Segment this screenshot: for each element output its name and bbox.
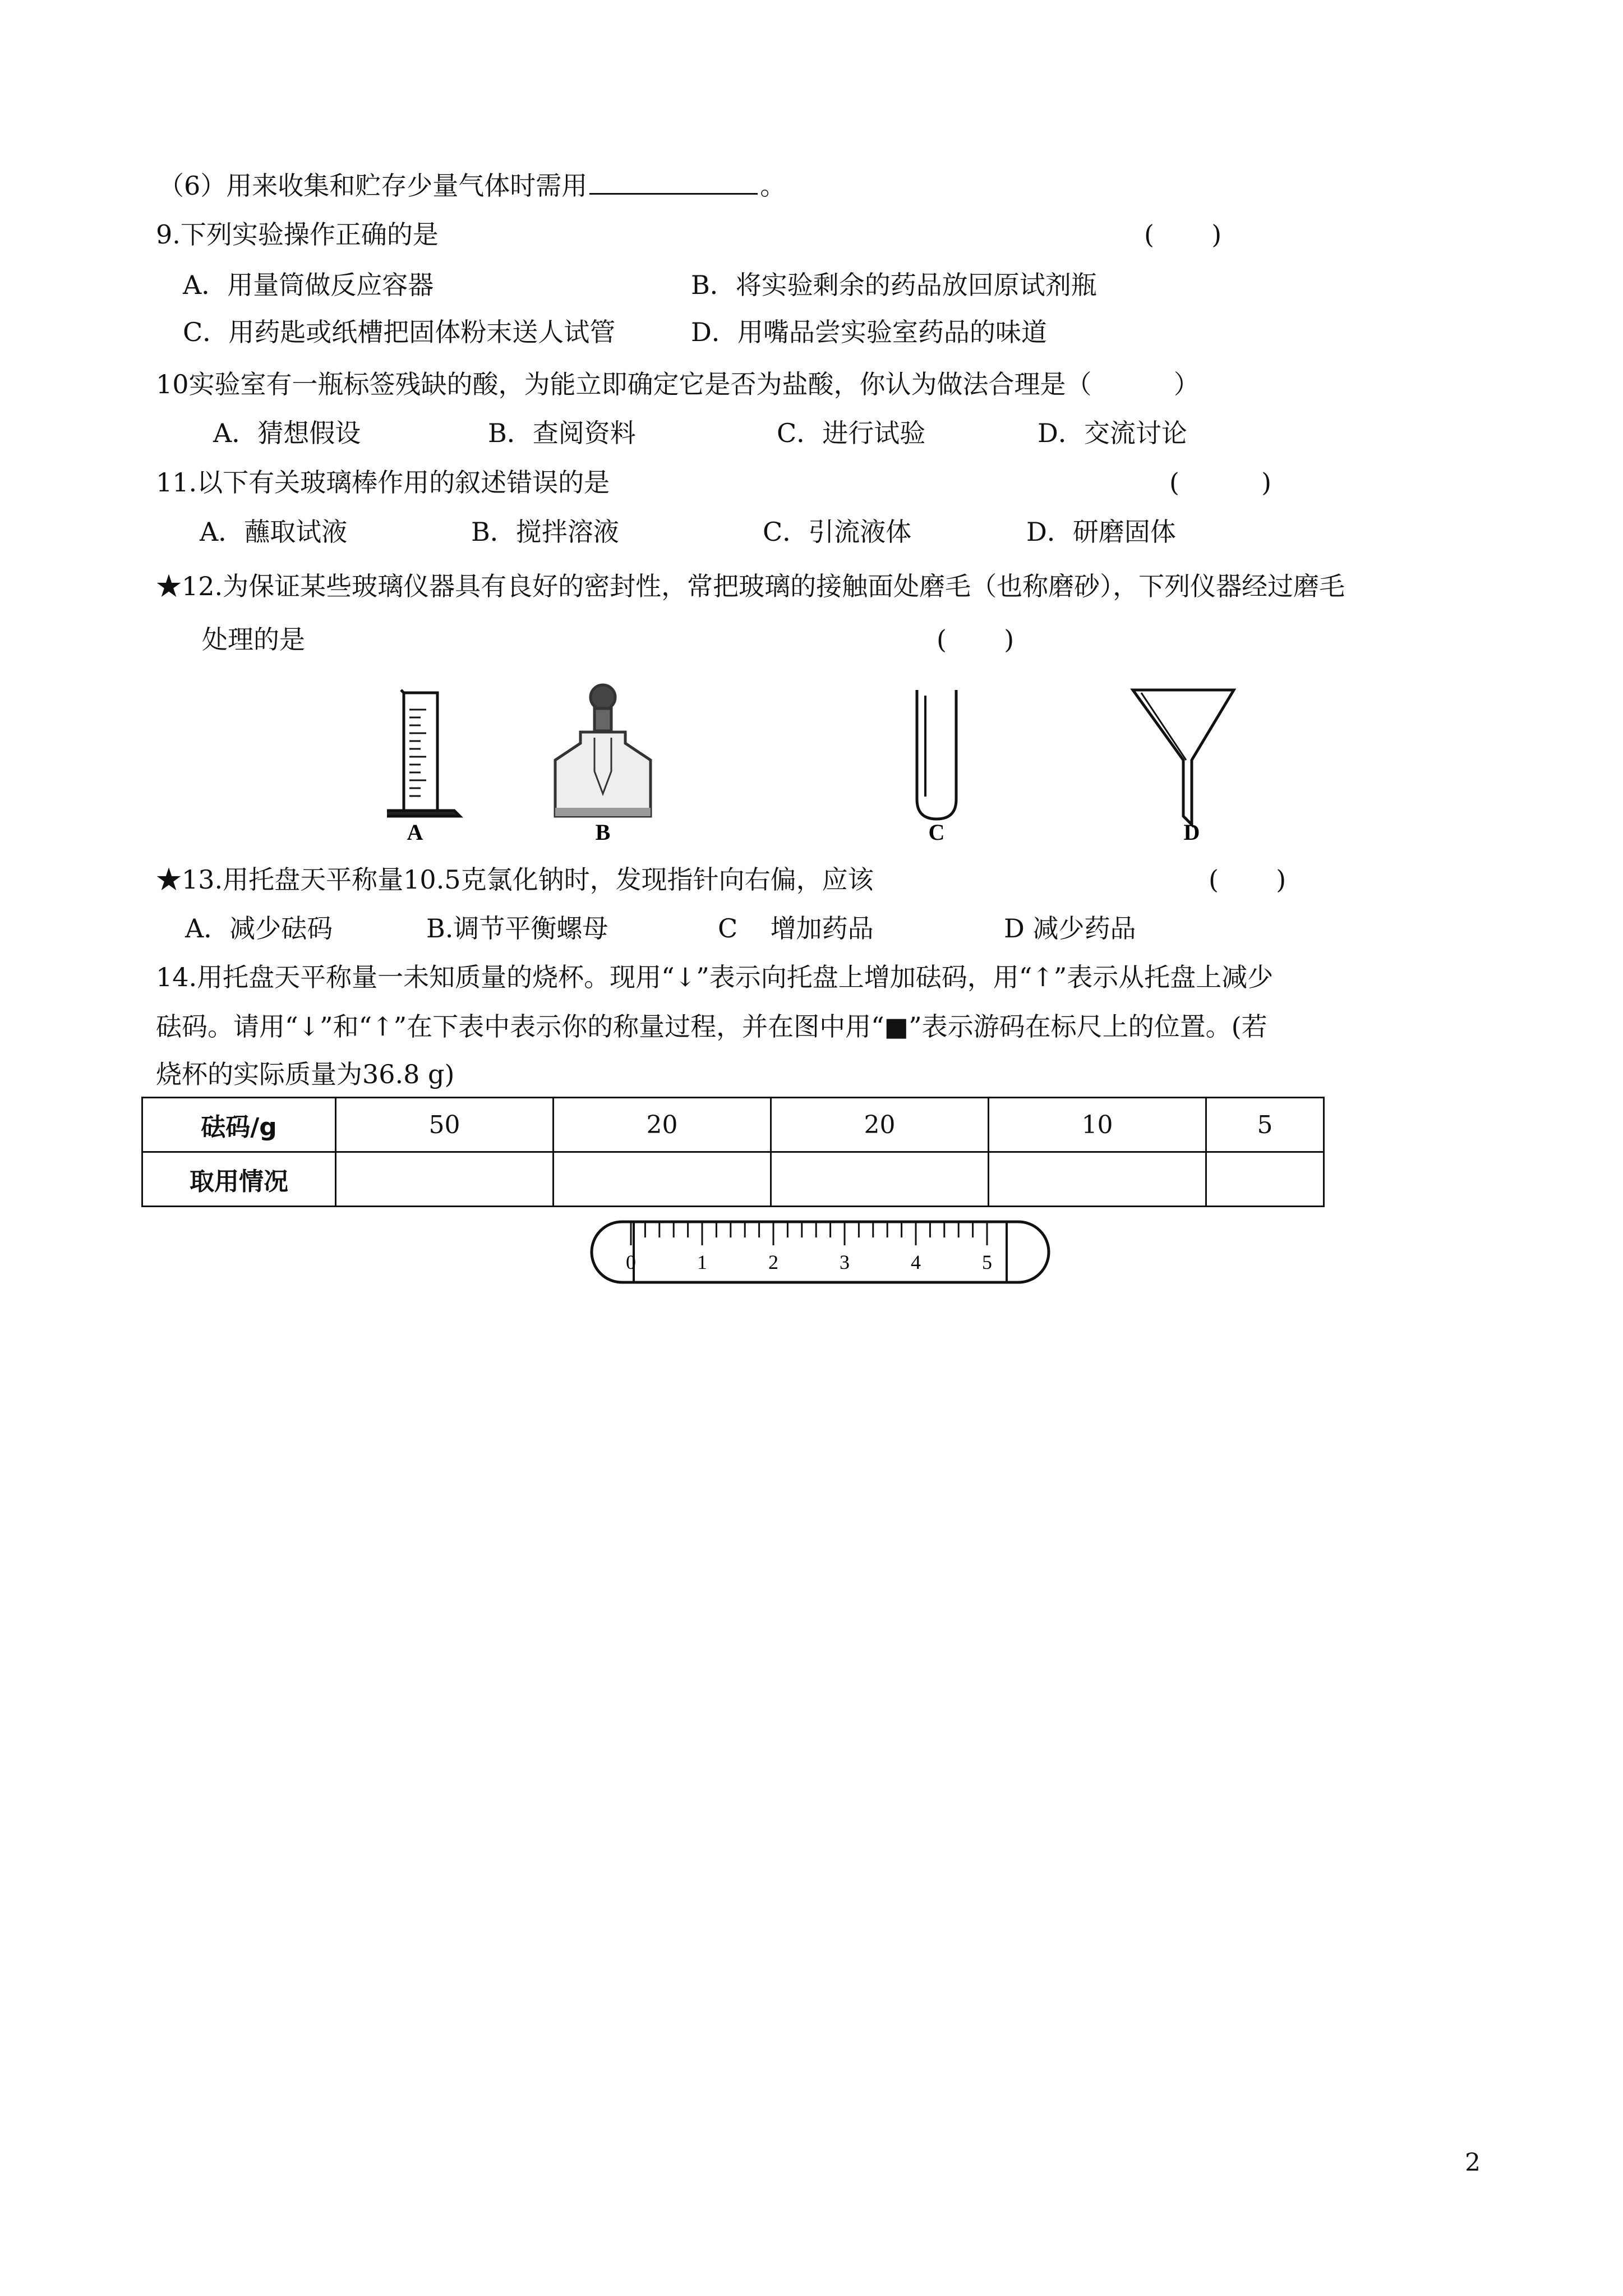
usage-cell[interactable] bbox=[989, 1152, 1206, 1207]
option-10c: C．进行试验 bbox=[777, 418, 926, 448]
figure-label-a: A bbox=[407, 820, 423, 844]
ruler-tick-label: 5 bbox=[982, 1251, 992, 1273]
question-14-line1: 14.用托盘天平称量一未知质量的烧杯。现用“↓”表示向托盘上增加砝码，用“↑”表示从托盘上减少 bbox=[156, 962, 1274, 992]
usage-cell[interactable] bbox=[554, 1152, 771, 1207]
question-10: 10实验室有一瓶标签残缺的酸，为能立即确定它是否为盐酸，你认为做法合理是（ ） bbox=[156, 369, 1200, 399]
ruler-tick-label: 2 bbox=[768, 1251, 778, 1273]
weight-cell: 20 bbox=[554, 1098, 771, 1152]
q8-6-end: 。 bbox=[760, 171, 786, 201]
page-number: 2 bbox=[1465, 2148, 1481, 2177]
answer-paren-12[interactable]: ( ) bbox=[937, 624, 1015, 655]
option-13b: B.调节平衡螺母 bbox=[426, 913, 608, 944]
question-14-line2: 砝码。请用“↓”和“↑”在下表中表示你的称量过程，并在图中用“■”表示游码在标尺上的位置。(若 bbox=[156, 1011, 1267, 1042]
option-10d: D．交流讨论 bbox=[1038, 418, 1187, 448]
table-row bbox=[142, 1152, 1324, 1207]
usage-cell[interactable] bbox=[336, 1152, 554, 1207]
weight-cell: 20 bbox=[771, 1098, 989, 1152]
weights-header: 砝码/g bbox=[142, 1098, 336, 1152]
graduated-cylinder-icon bbox=[387, 690, 460, 816]
question-11: 11.以下有关玻璃棒作用的叙述错误的是 bbox=[156, 467, 610, 498]
option-9b: B．将实验剩余的药品放回原试剂瓶 bbox=[691, 270, 1097, 300]
usage-header: 取用情况 bbox=[142, 1152, 336, 1207]
ruler-tick-label: 1 bbox=[697, 1251, 707, 1273]
ruler-tick-label: 3 bbox=[840, 1251, 850, 1273]
question-12-cont: 处理的是 bbox=[202, 624, 305, 655]
ruler-tick-label: 0 bbox=[626, 1251, 636, 1273]
ruler-labels bbox=[626, 1251, 992, 1273]
answer-paren-9[interactable]: ( ) bbox=[1144, 219, 1222, 250]
balance-ruler[interactable] bbox=[589, 1217, 1054, 1287]
weights-table bbox=[141, 1097, 1325, 1207]
q8-6-text: （6）用来收集和贮存少量气体时需用 bbox=[158, 171, 588, 201]
answer-paren-13[interactable]: ( ) bbox=[1209, 864, 1287, 895]
reagent-bottle-icon bbox=[555, 685, 651, 816]
question-14-line3: 烧杯的实际质量为36.8 g) bbox=[156, 1059, 455, 1089]
usage-cell[interactable] bbox=[771, 1152, 989, 1207]
option-11b: B．搅拌溶液 bbox=[471, 517, 619, 547]
option-13a: A．减少砝码 bbox=[185, 913, 333, 944]
option-11d: D．研磨固体 bbox=[1026, 517, 1176, 547]
option-9d: D．用嘴品尝实验室药品的味道 bbox=[691, 317, 1047, 347]
test-tube-icon bbox=[917, 690, 956, 819]
answer-blank[interactable] bbox=[589, 168, 758, 195]
question-9: 9.下列实验操作正确的是 bbox=[156, 219, 439, 250]
figure-label-b: B bbox=[595, 820, 611, 844]
option-13d: D 减少药品 bbox=[1004, 913, 1136, 944]
question-13: ★13.用托盘天平称量10.5克氯化钠时，发现指针向右偏，应该 bbox=[156, 864, 874, 895]
question-12: ★12.为保证某些玻璃仪器具有良好的密封性，常把玻璃的接触面处磨毛（也称磨砂），下列仪器经过磨毛 bbox=[156, 571, 1345, 601]
figure-label-d: D bbox=[1183, 820, 1200, 844]
figure-label-c: C bbox=[928, 820, 945, 844]
weight-cell: 10 bbox=[989, 1098, 1206, 1152]
usage-cell[interactable] bbox=[1206, 1152, 1324, 1207]
option-13c: C 增加药品 bbox=[718, 913, 874, 944]
funnel-icon bbox=[1133, 690, 1234, 825]
ruler-ticks bbox=[631, 1222, 987, 1245]
weight-cell: 50 bbox=[336, 1098, 554, 1152]
weight-cell: 5 bbox=[1206, 1098, 1324, 1152]
option-9c: C．用药匙或纸槽把固体粉末送人试管 bbox=[183, 317, 616, 347]
option-9a: A．用量筒做反应容器 bbox=[183, 270, 434, 300]
q8-6-line bbox=[158, 168, 786, 203]
option-11c: C．引流液体 bbox=[763, 517, 912, 547]
option-10a: A．猜想假设 bbox=[213, 418, 361, 448]
option-10b: B．查阅资料 bbox=[488, 418, 636, 448]
answer-paren-11[interactable]: ( ) bbox=[1169, 467, 1272, 498]
table-row bbox=[142, 1098, 1324, 1152]
apparatus-figures bbox=[387, 682, 1509, 844]
option-11a: A．蘸取试液 bbox=[200, 517, 348, 547]
ruler-tick-label: 4 bbox=[911, 1251, 921, 1273]
